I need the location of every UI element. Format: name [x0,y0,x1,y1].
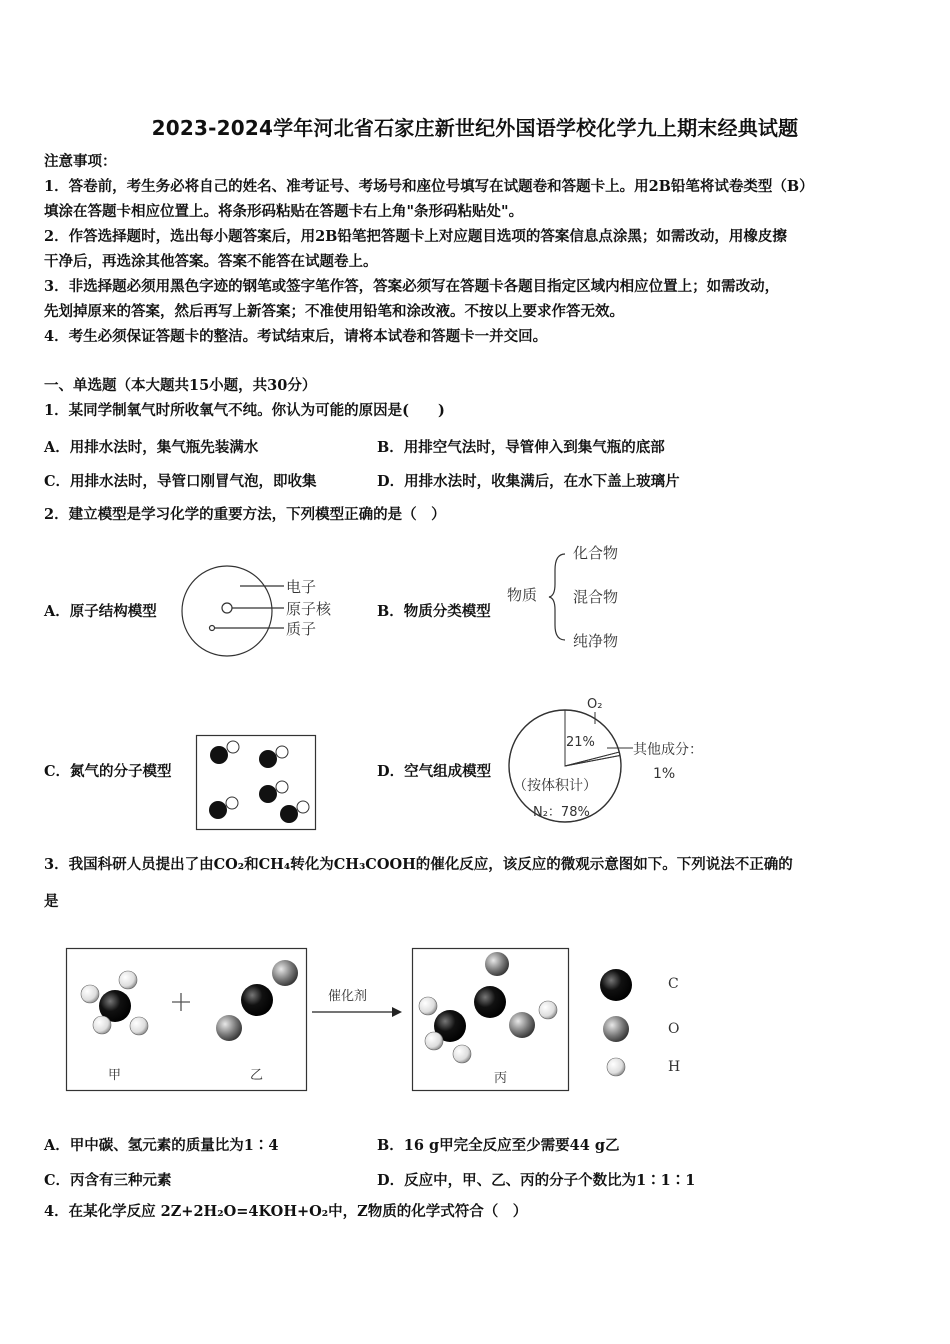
q1-stem: 1．某同学制氧气时所收氧气不纯。你认为可能的原因是( ) [44,402,445,419]
class-item-compound: 化合物 [573,544,619,562]
q3-option-c: C．丙含有三种元素 [44,1172,172,1189]
notice-heading: 注意事项： [44,153,117,170]
q1-option-b: B．用排空气法时，导管伸入到集气瓶的底部 [377,439,665,456]
legend-h: H [668,1059,681,1075]
matter-classification-diagram [505,540,645,655]
q2-option-c: C．氮气的分子模型 [44,763,172,780]
atom-structure-diagram [180,564,360,664]
q3-stem-line1: 3．我国科研人员提出了由CO₂和CH₄转化为CH₃COOH的催化反应，该反应的微观示意图如下。下列说法不正确的 [44,856,793,873]
section-heading: 一、单选题（本大题共15小题，共30分） [44,377,317,394]
q3-option-b: B．16 g甲完全反应至少需要44 g乙 [377,1137,620,1154]
pie-label-n2: N₂：78% [533,805,590,820]
page-title: 2023-2024学年河北省石家庄新世纪外国语学校化学九上期末经典试题 [151,116,799,140]
air-composition-pie [505,690,735,830]
q3-option-d: D．反应中，甲、乙、丙的分子个数比为1∶1∶1 [377,1172,696,1189]
pie-label-o2: O₂ [587,697,603,712]
pie-label-other: 其他成分： [633,742,703,758]
notice-line: 先划掉原来的答案，然后再写上新答案；不准使用铅笔和涂改液。不按以上要求作答无效。 [44,303,624,320]
notice-line: 3．非选择题必须用黑色字迹的钢笔或签字笔作答，答案必须写在答题卡各题目指定区域内相应位置上；如需改动， [44,278,780,295]
q2-stem: 2．建立模型是学习化学的重要方法，下列模型正确的是（ ） [44,506,446,523]
atom-label-electron: 电子 [286,578,317,596]
reaction-micro-diagram [66,948,706,1098]
notice-line: 4．考生必须保证答题卡的整洁。考试结束后，请将本试卷和答题卡一并交回。 [44,328,548,345]
label-catalyst: 催化剂 [328,989,368,1004]
class-root: 物质 [507,586,538,604]
legend-o: O [668,1021,680,1037]
notice-line: 1．答卷前，考生务必将自己的姓名、准考证号、考场号和座位号填写在试题卷和答题卡上。用2B铅笔将试卷类型（B） [44,178,814,195]
class-item-pure: 纯净物 [573,632,619,650]
label-bing: 丙 [494,1071,508,1086]
q2-option-d: D．空气组成模型 [377,763,492,780]
atom-label-proton: 质子 [286,620,317,638]
nitrogen-molecule-model [196,735,318,831]
notice-line: 2．作答选择题时，选出每小题答案后，用2B铅笔把答题卡上对应题目选项的答案信息点涂黑；如需改动，用橡皮擦 [44,228,787,245]
label-yi: 乙 [250,1068,264,1083]
legend-c: C [668,976,679,992]
pie-label-o2-pct: 21% [566,735,595,750]
q1-option-a: A．用排水法时，集气瓶先装满水 [44,439,259,456]
class-item-mixture: 混合物 [573,588,619,606]
atom-label-nucleus: 原子核 [286,600,332,618]
q2-option-b: B．物质分类模型 [377,603,491,620]
label-jia: 甲 [108,1068,122,1083]
notice-line: 干净后，再选涂其他答案。答案不能答在试题卷上。 [44,253,378,270]
pie-label-other-pct: 1% [653,766,676,782]
q2-option-a: A．原子结构模型 [44,603,157,620]
q1-option-d: D．用排水法时，收集满后，在水下盖上玻璃片 [377,473,680,490]
q1-option-c: C．用排水法时，导管口刚冒气泡，即收集 [44,473,317,490]
q3-option-a: A．甲中碳、氢元素的质量比为1∶4 [44,1137,279,1154]
q3-stem-line2: 是 [44,893,59,910]
q4-stem: 4．在某化学反应 2Z+2H₂O=4KOH+O₂中，Z物质的化学式符合（ ） [44,1203,528,1220]
notice-line: 填涂在答题卡相应位置上。将条形码粘贴在答题卡右上角"条形码粘贴处"。 [44,203,524,220]
pie-note: （按体积计） [513,778,597,794]
